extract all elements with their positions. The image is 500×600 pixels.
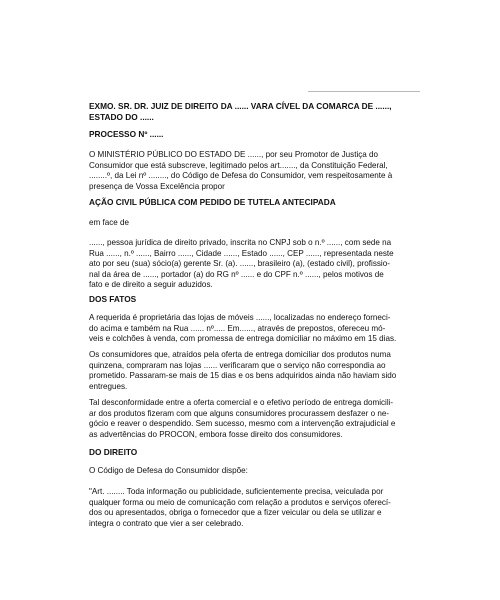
header-rule [308, 91, 420, 92]
addressee-heading [89, 101, 422, 123]
text-line: integra o contrato que vier a ser celebrado. [89, 518, 244, 528]
text-line: Rua ......, n.º ......, Bairro ......, Cidade ......, Estado ......, CEP ......, representada neste [89, 248, 394, 258]
process-number: PROCESSO Nº ...... [89, 129, 164, 139]
text-line: gócio e reaver o despendido. Sem sucesso, mesmo com a intervenção extrajudicial e [89, 419, 396, 429]
text-line: do acima e também na Rua ...... nº..... Em......, através de prepostos, ofereceu mó- [89, 323, 386, 333]
text-line: ......, pessoa jurídica de direito privado, inscrita no CNPJ sob o n.º ......, com sede na [89, 238, 392, 247]
facts-heading: DOS FATOS [89, 294, 137, 304]
text-line: Consumidor que está subscreve, legitimado pelos art......., da Constituição Federal, [89, 160, 388, 170]
text-line: Os consumidores que, atraídos pela oferta de entrega domiciliar dos produtos numa [89, 350, 391, 359]
text-line: O MINISTÉRIO PÚBLICO DO ESTADO DE ......, por seu Promotor de Justiça do [89, 150, 379, 159]
addressee-line: ESTADO DO ...... [89, 112, 154, 122]
text-line: ar dos produtos fizeram com que alguns consumidores procurassem desfazer o ne- [89, 408, 390, 418]
text-line: dos ou apresentados, obriga o fornecedor que a fizer veicular ou dela se utilizar e [89, 508, 382, 518]
text-line: ato por seu (sua) sócio(a) gerente Sr. (a). ......, brasileiro (a), (estado civil), profissio- [89, 259, 390, 269]
text-line: "Art. ........ Toda informação ou publicidade, suficientemente precisa, veiculada por [89, 487, 384, 496]
text-line: ........º, da Lei nº ........, do Código de Defesa do Consumidor, vem respeitosamente à [89, 171, 393, 181]
action-title: AÇÃO CIVIL PÚBLICA COM PEDIDO DE TUTELA ANTECIPADA [89, 197, 336, 207]
addressee-line: EXMO. SR. DR. JUIZ DE DIREITO DA ...... VARA CÍVEL DA COMARCA DE ......, [89, 101, 392, 111]
text-line: as advertências do PROCON, embora fosse direito dos consumidores. [89, 429, 343, 439]
in-face-of: em face de [89, 218, 130, 227]
text-line: A requerida é proprietária das lojas de móveis ......, localizadas no endereço forneci- [89, 313, 391, 322]
law-intro: O Código de Defesa do Consumidor dispõe: [89, 466, 248, 475]
text-line: entregues. [89, 381, 128, 391]
law-heading: DO DIREITO [89, 447, 138, 457]
intro-paragraph [89, 150, 422, 192]
text-line: Tal desconformidade entre a oferta comercial e o efetivo período de entrega domicili- [89, 398, 394, 407]
defendant-paragraph [89, 238, 422, 291]
facts-paragraph-2 [89, 350, 422, 392]
text-line: presença de Vossa Excelência propor [89, 181, 225, 191]
law-quote [89, 487, 422, 529]
text-line: fato e de direito a seguir aduzidos. [89, 280, 213, 290]
text-line: veis e colchões à venda, com promessa de entrega domiciliar no máximo em 15 dias. [89, 334, 397, 344]
facts-paragraph-3 [89, 398, 422, 440]
text-line: qualquer forma ou meio de comunicação com relação a produtos e serviços oferecí- [89, 497, 391, 507]
facts-paragraph-1 [89, 313, 422, 345]
text-line: prometido. Passaram-se mais de 15 dias e os bens adquiridos ainda não haviam sido [89, 371, 397, 381]
text-line: quinzena, compraram nas lojas ...... verificaram que o serviço não correspondia ao [89, 360, 386, 370]
text-line: nal da área de ......, portador (a) do RG nº ...... e do CPF n.º ......, pelos motivos de [89, 269, 384, 279]
